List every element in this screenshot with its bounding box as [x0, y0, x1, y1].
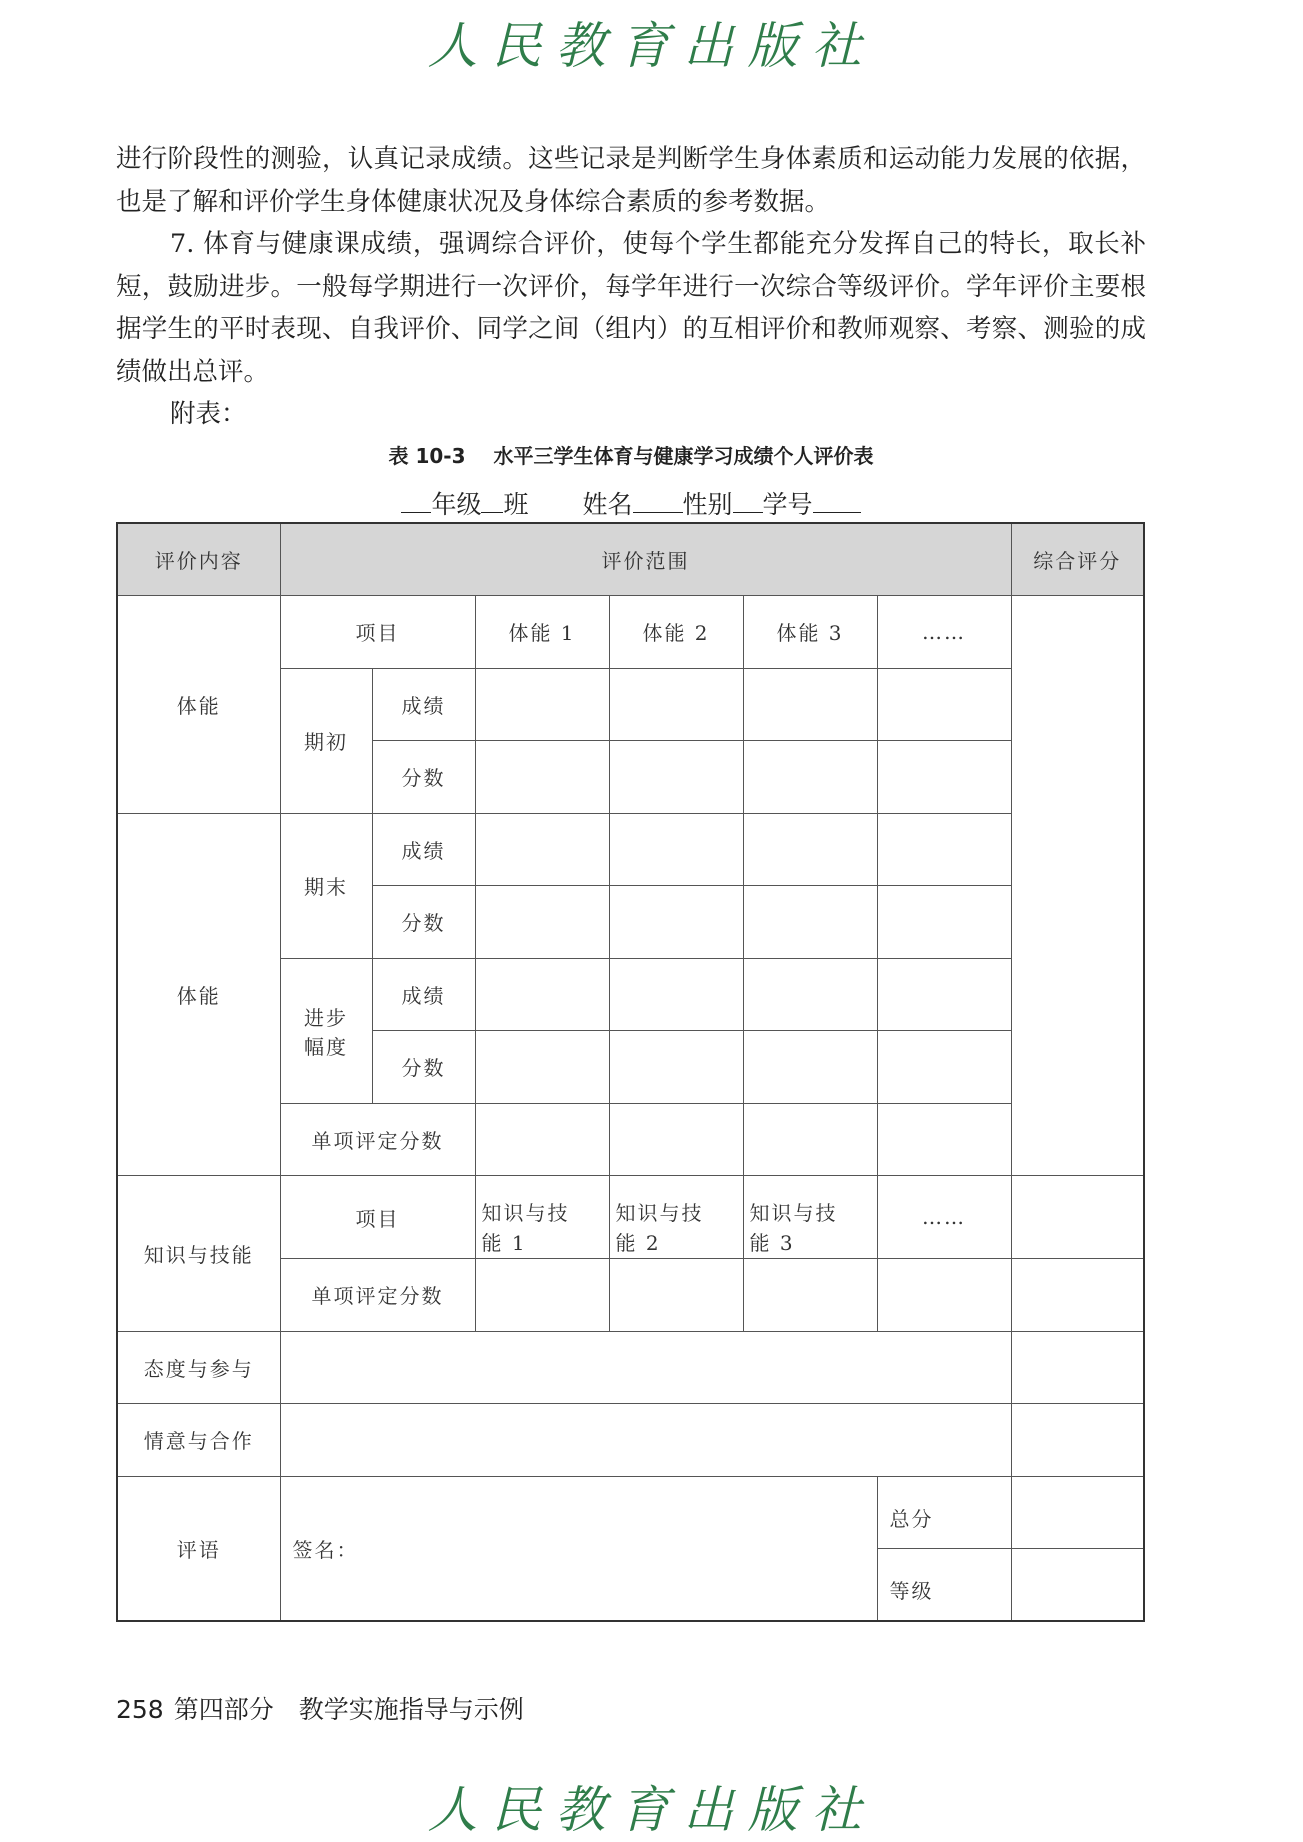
body-text — [116, 138, 1146, 436]
knowledge-item-1-line1: 知识与技 — [481, 1201, 570, 1225]
cell — [475, 741, 609, 814]
cell — [743, 1103, 877, 1176]
level-value-cell — [1011, 1549, 1144, 1622]
table-row — [117, 1404, 1144, 1477]
cell — [475, 886, 609, 959]
cell — [475, 1259, 609, 1332]
single-score-label: 单项评定分数 — [280, 1103, 475, 1176]
publisher-logo-top: 人民教育出版社 — [427, 17, 876, 75]
table-row — [117, 813, 1144, 886]
attitude-range-cell — [280, 1331, 1011, 1404]
comment-label: 评语 — [117, 1476, 280, 1621]
class-label: 班 — [503, 490, 529, 519]
cell — [877, 1031, 1011, 1104]
knowledge-item-1 — [475, 1176, 609, 1259]
result-label: 成绩 — [372, 958, 475, 1031]
knowledge-item-3-line2: 能 3 — [749, 1231, 795, 1255]
gender-label: 性别 — [682, 490, 733, 519]
cell — [475, 668, 609, 741]
period-end-label: 期末 — [280, 813, 372, 958]
paragraph-1: 进行阶段性的测验，认真记录成绩。这些记录是判断学生身体素质和运动能力发展的依据，也是了解和评价学生身体健康状况及身体综合素质的参考数据。 — [116, 144, 1146, 217]
points-label: 分数 — [372, 741, 475, 814]
cell — [877, 813, 1011, 886]
physical-item-1: 体能 1 — [475, 596, 609, 669]
grade-blank — [401, 486, 431, 513]
cell — [609, 813, 743, 886]
table-row — [117, 1476, 1144, 1549]
item-label: 项目 — [280, 596, 475, 669]
publisher-logo-bottom: 人民教育出版社 — [427, 1781, 876, 1839]
cell — [609, 1103, 743, 1176]
evaluation-table — [116, 522, 1145, 1622]
footer-section: 第四部分 教学实施指导与示例 — [173, 1695, 524, 1724]
cell — [609, 668, 743, 741]
cell — [877, 958, 1011, 1031]
page-number: 258 — [116, 1695, 164, 1724]
cell — [877, 1259, 1011, 1332]
progress-label-line2: 幅度 — [304, 1034, 348, 1059]
table-number: 表 10-3 — [388, 444, 466, 468]
page-footer — [116, 1690, 524, 1726]
total-value-cell — [1011, 1476, 1144, 1549]
item-label: 项目 — [280, 1176, 475, 1259]
cell — [609, 886, 743, 959]
physical-label-2: 体能 — [117, 813, 280, 1176]
knowledge-item-2-line1: 知识与技 — [615, 1201, 704, 1225]
table-row — [117, 596, 1144, 669]
cell — [609, 741, 743, 814]
knowledge-item-2-line2: 能 2 — [615, 1231, 661, 1255]
student-id-label: 学号 — [762, 490, 813, 519]
knowledge-item-more: …… — [877, 1176, 1011, 1259]
points-label: 分数 — [372, 1031, 475, 1104]
student-info-line — [116, 485, 1146, 521]
header-range: 评价范围 — [280, 523, 1011, 596]
progress-label-line1: 进步 — [304, 1005, 348, 1030]
table-row — [117, 1176, 1144, 1259]
level-label: 等级 — [877, 1549, 1011, 1622]
student-id-blank — [813, 486, 861, 513]
cell — [609, 958, 743, 1031]
points-label: 分数 — [372, 886, 475, 959]
knowledge-item-2 — [609, 1176, 743, 1259]
signature-cell: 签名： — [280, 1476, 877, 1621]
physical-item-3: 体能 3 — [743, 596, 877, 669]
period-start-label: 期初 — [280, 668, 372, 813]
physical-item-2: 体能 2 — [609, 596, 743, 669]
cell — [743, 886, 877, 959]
knowledge-item-3-line1: 知识与技 — [749, 1201, 838, 1225]
emotion-range-cell — [280, 1404, 1011, 1477]
physical-score-cell — [1011, 596, 1144, 1176]
grade-label: 年级 — [431, 490, 482, 519]
cell — [877, 668, 1011, 741]
table-row — [117, 1331, 1144, 1404]
table-title-text: 水平三学生体育与健康学习成绩个人评价表 — [493, 444, 874, 468]
cell — [877, 1103, 1011, 1176]
single-score-label: 单项评定分数 — [280, 1259, 475, 1332]
progress-label — [280, 958, 372, 1103]
result-label: 成绩 — [372, 813, 475, 886]
cell — [877, 886, 1011, 959]
emotion-score-cell — [1011, 1404, 1144, 1477]
cell — [475, 958, 609, 1031]
cell — [475, 1031, 609, 1104]
cell — [1011, 1176, 1144, 1259]
name-label: 姓名 — [582, 490, 633, 519]
cell — [609, 1259, 743, 1332]
cell — [609, 1031, 743, 1104]
table-header-row — [117, 523, 1144, 596]
cell — [743, 741, 877, 814]
emotion-label: 情意与合作 — [117, 1404, 280, 1477]
attitude-label: 态度与参与 — [117, 1331, 280, 1404]
table-title — [116, 440, 1146, 469]
physical-label-1: 体能 — [117, 596, 280, 814]
cell — [1011, 1259, 1144, 1332]
cell — [743, 668, 877, 741]
result-label: 成绩 — [372, 668, 475, 741]
header-content: 评价内容 — [117, 523, 280, 596]
knowledge-item-1-line2: 能 1 — [481, 1231, 527, 1255]
paragraph-2: 7. 体育与健康课成绩，强调综合评价，使每个学生都能充分发挥自己的特长，取长补短，鼓励进步。一般每学期进行一次评价，每学年进行一次综合等级评价。学年评价主要根据学生的平时表现、自我评价、同学之间（组内）的互相评价和教师观察、考察、测验的成绩做出总评。 — [116, 229, 1146, 387]
header-score: 综合评分 — [1011, 523, 1144, 596]
name-blank — [633, 486, 683, 513]
total-label: 总分 — [877, 1476, 1011, 1549]
cell — [475, 813, 609, 886]
class-blank — [481, 486, 503, 513]
cell — [877, 741, 1011, 814]
cell — [475, 1103, 609, 1176]
knowledge-item-3 — [743, 1176, 877, 1259]
physical-item-more: …… — [877, 596, 1011, 669]
gender-blank — [733, 486, 763, 513]
cell — [743, 813, 877, 886]
cell — [743, 1031, 877, 1104]
paragraph-3: 附表： — [170, 399, 247, 429]
knowledge-label: 知识与技能 — [117, 1176, 280, 1332]
cell — [743, 958, 877, 1031]
attitude-score-cell — [1011, 1331, 1144, 1404]
cell — [743, 1259, 877, 1332]
